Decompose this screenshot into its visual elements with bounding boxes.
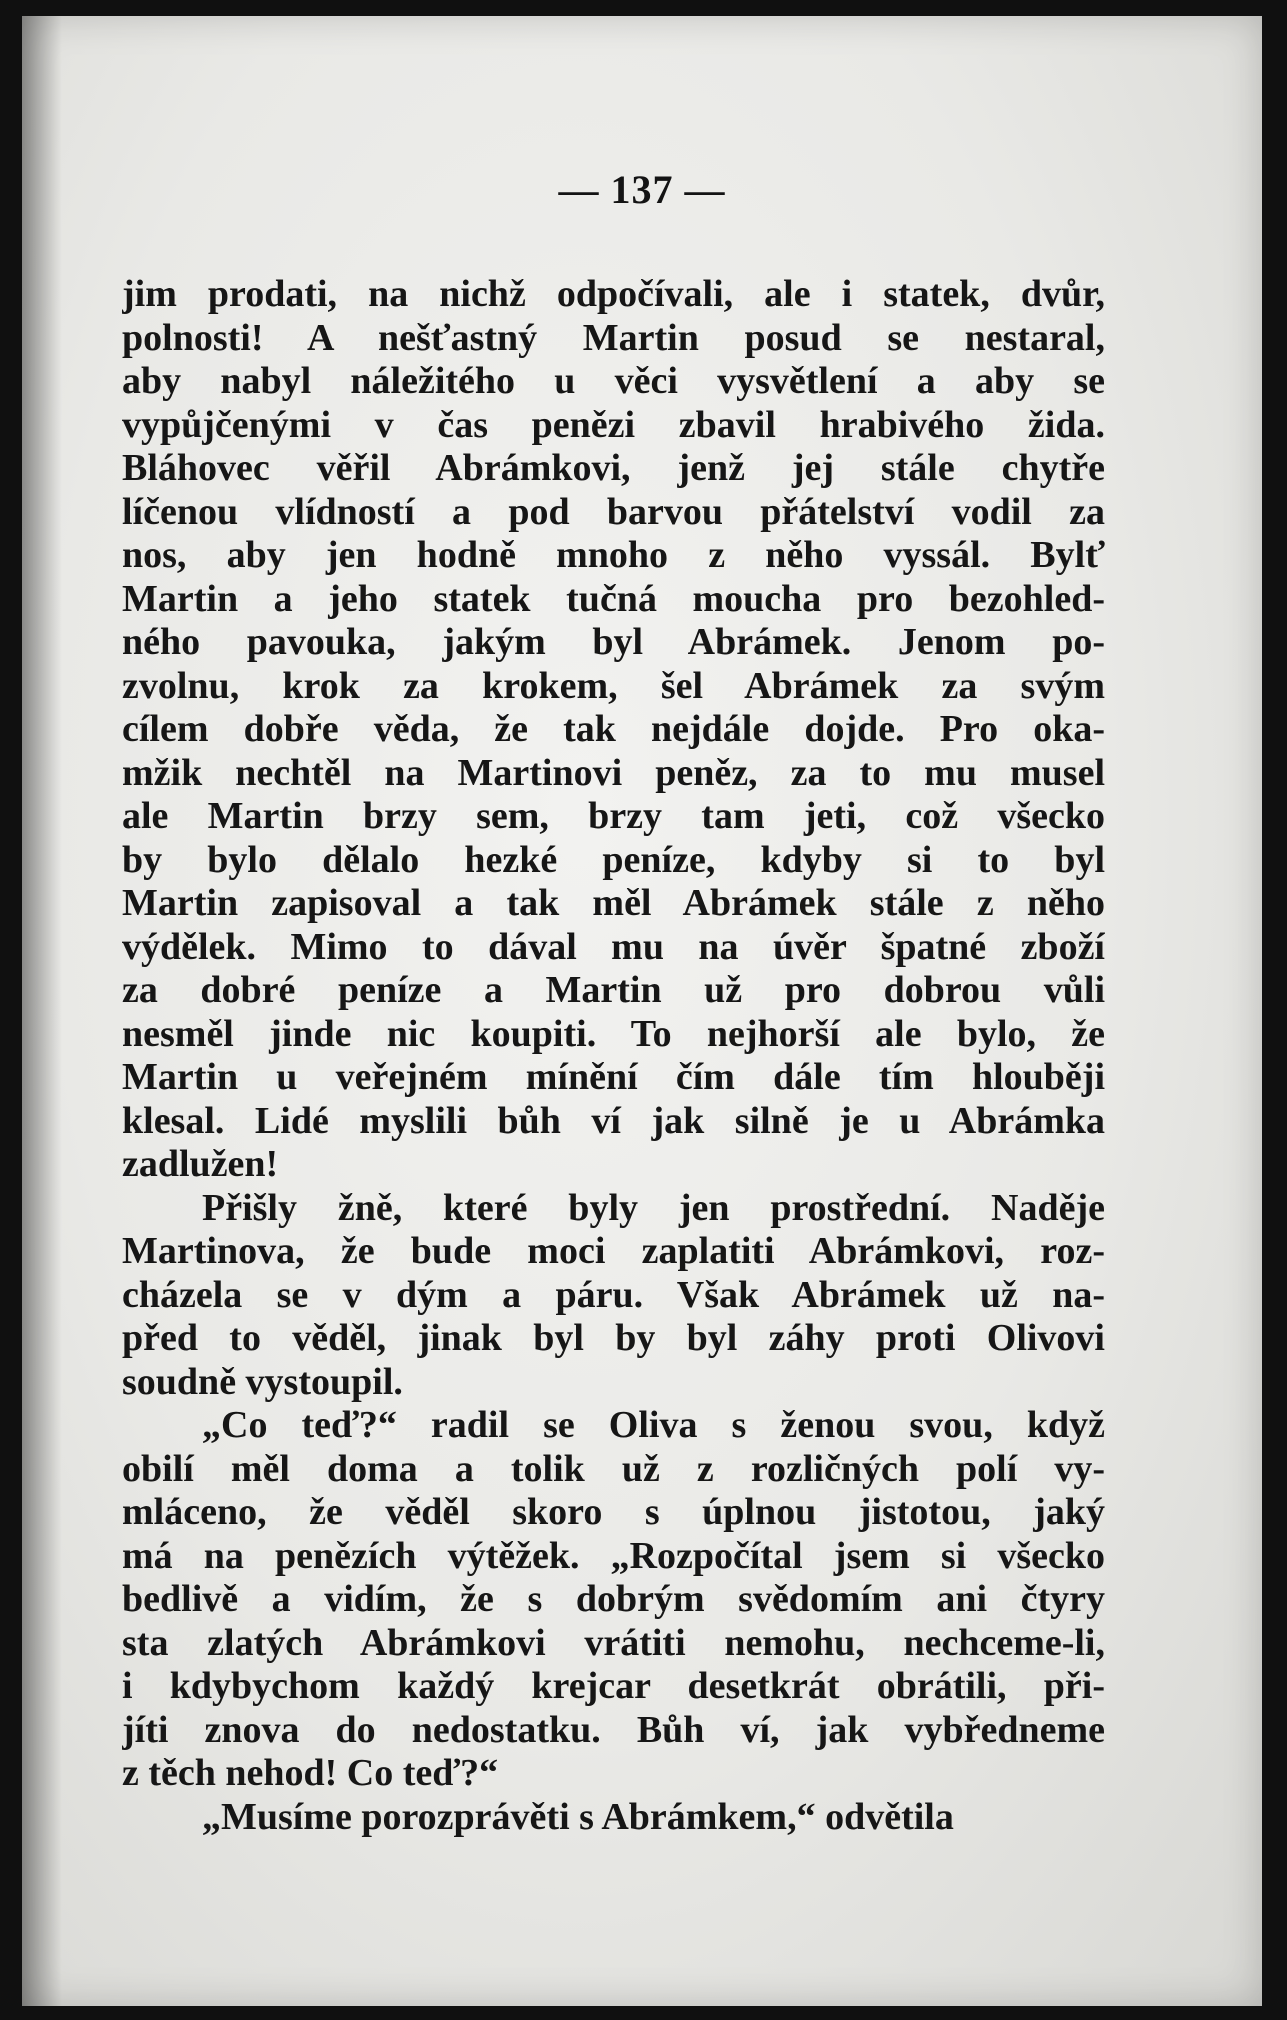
- text-line: Martin u veřejném mínění čím dále tím hlouběji: [122, 1056, 1105, 1098]
- spine-shadow: [22, 16, 62, 2006]
- text-line: výdělek. Mimo to dával mu na úvěr špatné zboží: [122, 925, 1105, 968]
- text-line: bedlivě a vidím, že s dobrým svědomím ani čtyry: [122, 1578, 1105, 1620]
- text-line: mláceno, že věděl skoro s úplnou jistotou, jaký: [122, 1491, 1105, 1533]
- book-page: [22, 16, 1262, 2006]
- body-text: [122, 273, 1105, 1839]
- text-line: líčenou vlídností a pod barvou přátelství vodil za: [122, 490, 1105, 533]
- text-line: ale Martin brzy sem, brzy tam jeti, což všecko: [122, 795, 1105, 837]
- text-line: Martin a jeho statek tučná moucha pro bezohled-: [122, 577, 1105, 620]
- text-line: by bylo dělalo hezké peníze, kdyby si to byl: [122, 838, 1105, 881]
- text-line: sta zlatých Abrámkovi vrátiti nemohu, nechceme-li,: [122, 1621, 1105, 1664]
- text-line: nesměl jinde nic koupiti. To nejhorší ale bylo, že: [122, 1012, 1105, 1055]
- text-line: před to věděl, jinak byl by byl záhy proti Olivovi: [122, 1317, 1105, 1359]
- text-line: i kdybychom každý krejcar desetkrát obrátili, při-: [122, 1665, 1105, 1707]
- paragraph: [122, 273, 1105, 1187]
- text-line: Martin zapisoval a tak měl Abrámek stále z něho: [122, 882, 1105, 924]
- text-line: jíti znova do nedostatku. Bůh ví, jak vybředneme: [122, 1708, 1105, 1751]
- page-number: — 137 —: [558, 167, 726, 212]
- text-line: ného pavouka, jakým byl Abrámek. Jenom po-: [122, 621, 1105, 663]
- text-line: má na penězích výtěžek. „Rozpočítal jsem si všecko: [122, 1534, 1105, 1577]
- text-line: polnosti! A nešťastný Martin posud se nestaral,: [122, 316, 1105, 359]
- text-line: z těch nehod! Co teď?“: [122, 1752, 499, 1794]
- text-line: „Musíme porozprávěti s Abrámkem,“ odvětila: [202, 1795, 954, 1838]
- text-line: zvolnu, krok za krokem, šel Abrámek za svým: [122, 664, 1105, 707]
- text-line: obilí měl doma a tolik už z rozličných polí vy-: [122, 1447, 1105, 1490]
- text-line: cházela se v dým a páru. Však Abrámek už na-: [122, 1273, 1105, 1316]
- text-line: jim prodati, na nichž odpočívali, ale i statek, dvůr,: [122, 273, 1105, 315]
- paragraph: [122, 1404, 1105, 1796]
- text-line: „Co teď?“ radil se Oliva s ženou svou, když: [202, 1404, 1105, 1446]
- text-line: zadlužen!: [122, 1143, 279, 1185]
- text-line: vypůjčenými v čas penězi zbavil hrabivého žida.: [122, 403, 1105, 446]
- text-line: za dobré peníze a Martin už pro dobrou vůli: [122, 969, 1105, 1011]
- text-line: soudně vystoupil.: [122, 1360, 403, 1403]
- text-line: mžik nechtěl na Martinovi peněz, za to mu musel: [122, 751, 1105, 794]
- text-line: Bláhovec věřil Abrámkovi, jenž jej stále chytře: [122, 447, 1105, 489]
- text-line: Martinova, že bude moci zaplatiti Abrámkovi, roz-: [122, 1230, 1105, 1272]
- text-line: cílem dobře věda, že tak nejdále dojde. Pro oka-: [122, 708, 1105, 750]
- paragraph: [122, 1187, 1105, 1405]
- text-line: Přišly žně, které byly jen prostřední. Naděje: [202, 1186, 1105, 1229]
- paragraph: [122, 1796, 1105, 1840]
- text-line: aby nabyl náležitého u věci vysvětlení a aby se: [122, 360, 1105, 402]
- text-line: nos, aby jen hodně mnoho z něho vyssál. Bylť: [122, 534, 1105, 576]
- text-line: klesal. Lidé myslili bůh ví jak silně je u Abrámka: [122, 1099, 1105, 1142]
